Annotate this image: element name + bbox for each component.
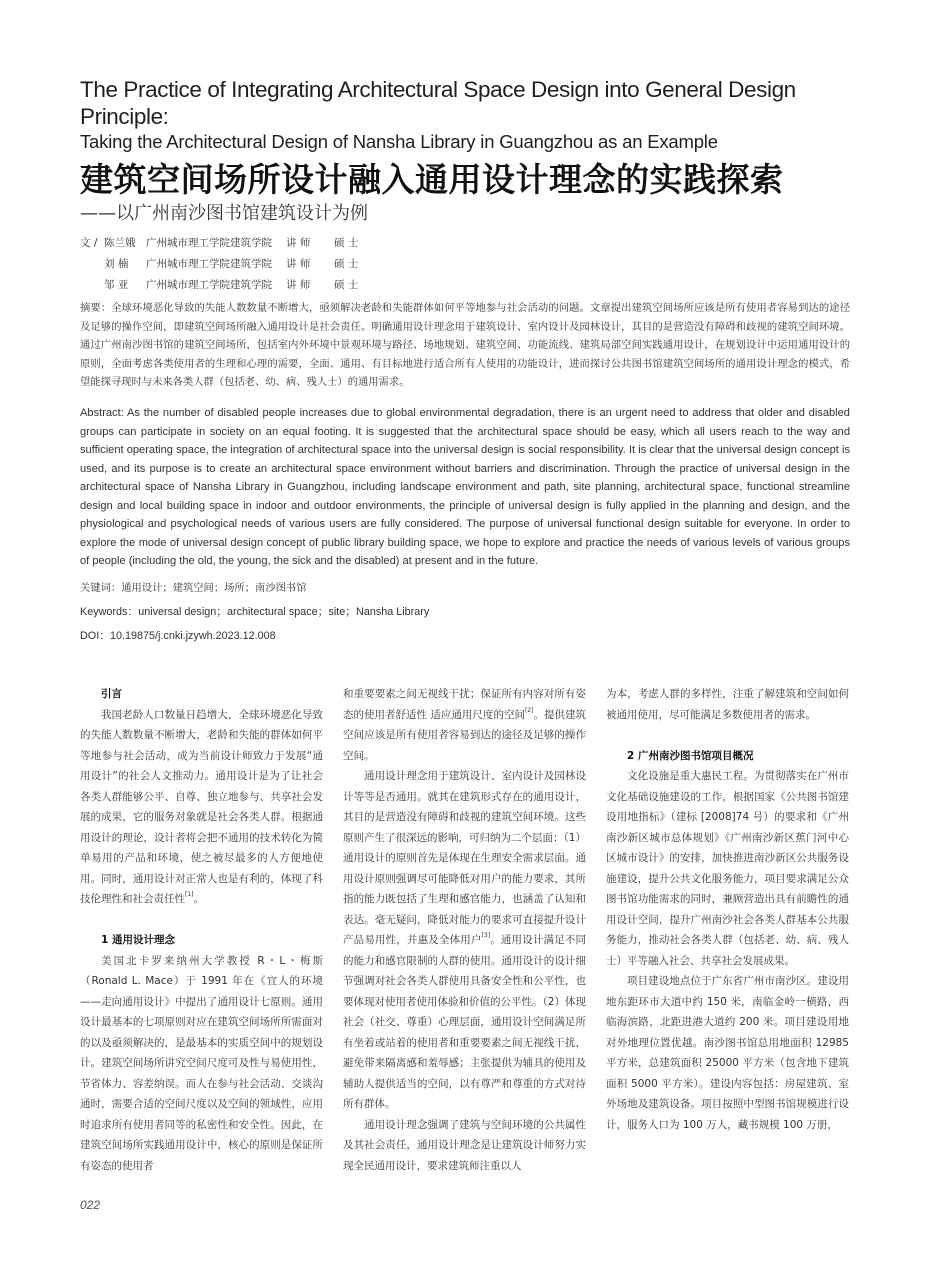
author-prefix: [80, 275, 104, 296]
doi-link[interactable]: 10.19875/j.cnki.jzywh.2023.12.008: [110, 630, 276, 642]
author-list: [80, 233, 680, 296]
paragraph-text: 。提供建筑空间应该是所有使用者容易到达的途径及足够的操作空间。: [343, 708, 587, 762]
paragraph-3-continued: 为本，考虑人群的多样性，注重了解建筑和空间如何被通用使用，尽可能满足多数使用者的需求。: [606, 688, 849, 721]
author-prefix: [80, 254, 104, 275]
author-prefix: 文 /: [80, 237, 98, 249]
paragraph-intro: [80, 705, 323, 910]
author-name: 刘 楠: [104, 258, 129, 270]
citation-ref[interactable]: [2]: [524, 706, 534, 714]
chinese-subtitle: ——以广州南沙图书馆建筑设计为例: [80, 203, 368, 224]
body-column-1: [80, 684, 323, 1176]
paragraph-1-continued: [343, 684, 586, 766]
author-row: [80, 254, 680, 275]
doi-label: DOI：: [80, 630, 110, 642]
author-name: 陈兰娥: [104, 237, 136, 249]
body-column-3: [606, 684, 849, 1135]
paragraph-1: 美国北卡罗来纳州大学教授 R・L・梅斯（Ronald L. Mace）于 1991 年在《宜人的环境——走向通用设计》中提出了通用设计七原则。通用设计最基本的七项原则对应在建筑空间场所所需面对的以及亟须解决的，是最基本的实质空间中的规划设计。建筑空间场所讲究空间尺度可及性与易使用性，节省体力、容差纳误。而人在参与社会活动、交谈沟通时，需要合适的空间尺度以及空间的领域性，应用时追求所有使用者同等的私密性和安全性。因此，在建筑空间场所实践通用设计中，核心的原则是保证所有姿态的使用者: [80, 954, 323, 1172]
abstract-chinese: [80, 299, 850, 392]
author-degree: 硕 士: [334, 279, 359, 291]
paragraph-2: [343, 766, 586, 1115]
author-title: 讲 师: [286, 258, 311, 270]
citation-ref[interactable]: [3]: [481, 932, 491, 939]
abstract-english-label: Abstract:: [80, 407, 124, 419]
paragraph-4: 文化设施是重大惠民工程。为贯彻落实在广州市文化基础设施建设的工作，根据国家《公共图书馆建设用地指标》（建标 [2008]74 号）的要求和《广州南沙新区城市总体规划》《广州南沙新区蕉门河中心区城市设计》的安排，加快推进南沙新区公共服务设施建设，提升公共文化服务能力，项目要求满足公众图书馆功能需求的同时，兼顾营造出具有前瞻性的通用设计空间，提升广州南沙社会各类人群基本公共服务能力，推动社会各类人群（包括老、幼、病、残人士）平等融入社会、共享社会发展成果。: [606, 770, 849, 967]
paragraph-text: 和重要要素之间无视线干扰；保证所有内容对所有姿态的使用者舒适性 适应通用尺度的空间: [343, 688, 586, 721]
section-heading-intro: 引言: [101, 688, 122, 700]
paragraph-5: 项目建设地点位于广东省广州市南沙区。建设用地东距环市大道中约 150 米，南临金岭一横路，西临海滨路，北距进港大道约 200 米。项目建设用地对外地理位置优越。南沙图书馆总用地面积 12985 平方米，总建筑面积 25000 平方米（包含地下建筑面积 5000 平方米）。建设内容包括：房屋建筑、室外场地及建筑设备。项目按照中型图书馆规模进行设计，服务人口为 100 万人，藏书规模 100 万册，: [606, 975, 849, 1131]
keywords-chinese: [80, 580, 850, 596]
paragraph-text: 我国老龄人口数量日趋增大，全球环境恶化导致的失能人数数量不断增大，老龄和失能的群体如何平等地参与社会活动，成为当前设计师致力于发展“通用设计”的社会人文推动力。通用设计是为了让社会各类人群能够公平、自尊、独立地参与、共享社会发展的成果，它的服务对象就是社会各类人群。根据通用设计的理论，设计者将会把不通用的技术转化为简单易用的产品和环境，使之被尽最多的人方便地使用。同时，通用设计对正常人也是有利的，体现了科技伦理性和社会责任性: [80, 708, 323, 905]
citation-ref[interactable]: [1]: [185, 891, 194, 898]
author-affiliation: 广州城市理工学院建筑学院: [146, 237, 272, 249]
author-title: 讲 师: [286, 279, 311, 291]
abstract-english: [80, 404, 850, 571]
paragraph-text: 通用设计理念用于建筑设计、室内设计及园林设计等等是否通用。就其在建筑形式存在的通用设计，其目的是营造没有障碍和歧视的建筑空间环境。这些原则产生了很深远的影响，可归纳为二个层面：（1）通用设计的原则首先是体现在生理安全需求层面。通用设计原则强调尽可能降低对用户的能力要求，其所指的能力既包括了生理和感官能力，也涵盖了认知和表达。毫无疑问，降低对能力的要求可直接提升设计产品易用性，并惠及全体用户: [343, 770, 586, 946]
english-title: The Practice of Integrating Architectural Space Design into General Design Principle:: [80, 77, 796, 129]
section-heading-2: 2 广州南沙图书馆项目概况: [627, 749, 754, 762]
author-title: 讲 师: [286, 237, 311, 249]
abstract-english-text: As the number of disabled people increases due to global environmental degradation, there is an urgent need to address that older and disabled groups can participate in society on an equal footing. It is suggested that the architectural space should be easy, which all users reach to the way and sufficient operating space, the integration of architectural space into the universal design is social responsibility. It is clear that the universal design concept is used, and its purpose is to create an architectural space environment without barriers and discrimination. Through the practice of universal design in the architectural space of Nansha Library in Guangzhou, including landscape environment and path, site planning, architectural space, functional streamline design and local building space in indoor and outdoor environments, the principle of universal design is fully applied in the planning and design, and the physiological and psychological needs of various users are fully considered. The purpose of universal functional design suitable for everyone. In order to explore the mode of universal design concept of public library building space, we hope to explore and practice the needs of various levels of various groups of people (including the old, the young, the sick and the disabled) at present and in the future.: [80, 407, 850, 567]
paragraph-text: 。: [193, 893, 204, 905]
author-affiliation: 广州城市理工学院建筑学院: [146, 258, 272, 270]
abstract-chinese-text: 全球环境恶化导致的失能人数数量不断增大，亟须解决老龄和失能群体如何平等地参与社会活动的问题。文章提出建筑空间场所应该是所有使用者容易到达的途径及足够的操作空间，即建筑空间场所融入通用设计是社会责任。明确通用设计理念用于建筑设计、室内设计及园林设计，其目的是营造没有障碍和歧视的建筑空间环境。通过广州南沙图书馆的建筑空间场所，包括室内外环境中景观环境与路径、场地规划、建筑空间、功能流线、建筑局部空间实践通用设计，在规划设计中运用通用设计的原则，全面考虑各类使用者的生理和心理的需要，全面、通用、有目标地进行适合所有人使用的功能设计，进而探讨公共图书馆建筑空间场所的通用设计理念的模式，希望能探寻现时与未来各类人群（包括老、幼、病、残人士）的通用需求。: [80, 302, 851, 389]
keywords-english: [80, 604, 850, 620]
keywords-english-label: Keywords：: [80, 606, 139, 618]
author-degree: 硕 士: [334, 258, 359, 270]
author-degree: 硕 士: [334, 237, 359, 249]
author-name: 邹 亚: [104, 279, 129, 291]
paragraph-3: 通用设计理念强调了建筑与空间环境的公共属性及其社会责任，通用设计理念是让建筑设计师努力实现全民通用设计，要求建筑师注重以人: [343, 1118, 586, 1172]
body-column-2: [343, 684, 586, 1176]
section-heading-1: 1 通用设计理念: [101, 934, 175, 946]
doi-line: [80, 628, 850, 644]
keywords-chinese-text: 通用设计；建筑空间；场所；南沙图书馆: [121, 582, 307, 594]
author-affiliation: 广州城市理工学院建筑学院: [146, 279, 272, 291]
keywords-english-text: universal design；architectural space；site；Nansha Library: [138, 606, 430, 618]
author-row: [80, 233, 680, 254]
keywords-chinese-label: 关键词：: [80, 582, 122, 594]
abstract-chinese-label: 摘要：: [80, 302, 112, 314]
chinese-title: 建筑空间场所设计融入通用设计理念的实践探索: [80, 160, 784, 199]
paragraph-text: 。通用设计满足不同的能力和感官限制的人群的使用。通用设计的设计细节强调对社会各类人群使用具备安全性和公平性，也要体现对使用者使用体验和价值的公平性。（2）体现社会（社交、尊重）心理层面，通用设计空间满足所有坐着或站着的使用者和重要要素之间无视线干扰，避免带来隔离感和羞辱感；主张提供为辅具的使用及辅助人提供适当的空间，以有尊严和尊重的方式对待所有群体。: [343, 934, 587, 1110]
author-row: [80, 275, 680, 296]
page-number: 022: [80, 1198, 101, 1212]
english-subtitle: Taking the Architectural Design of Nansha Library in Guangzhou as an Example: [80, 131, 718, 152]
